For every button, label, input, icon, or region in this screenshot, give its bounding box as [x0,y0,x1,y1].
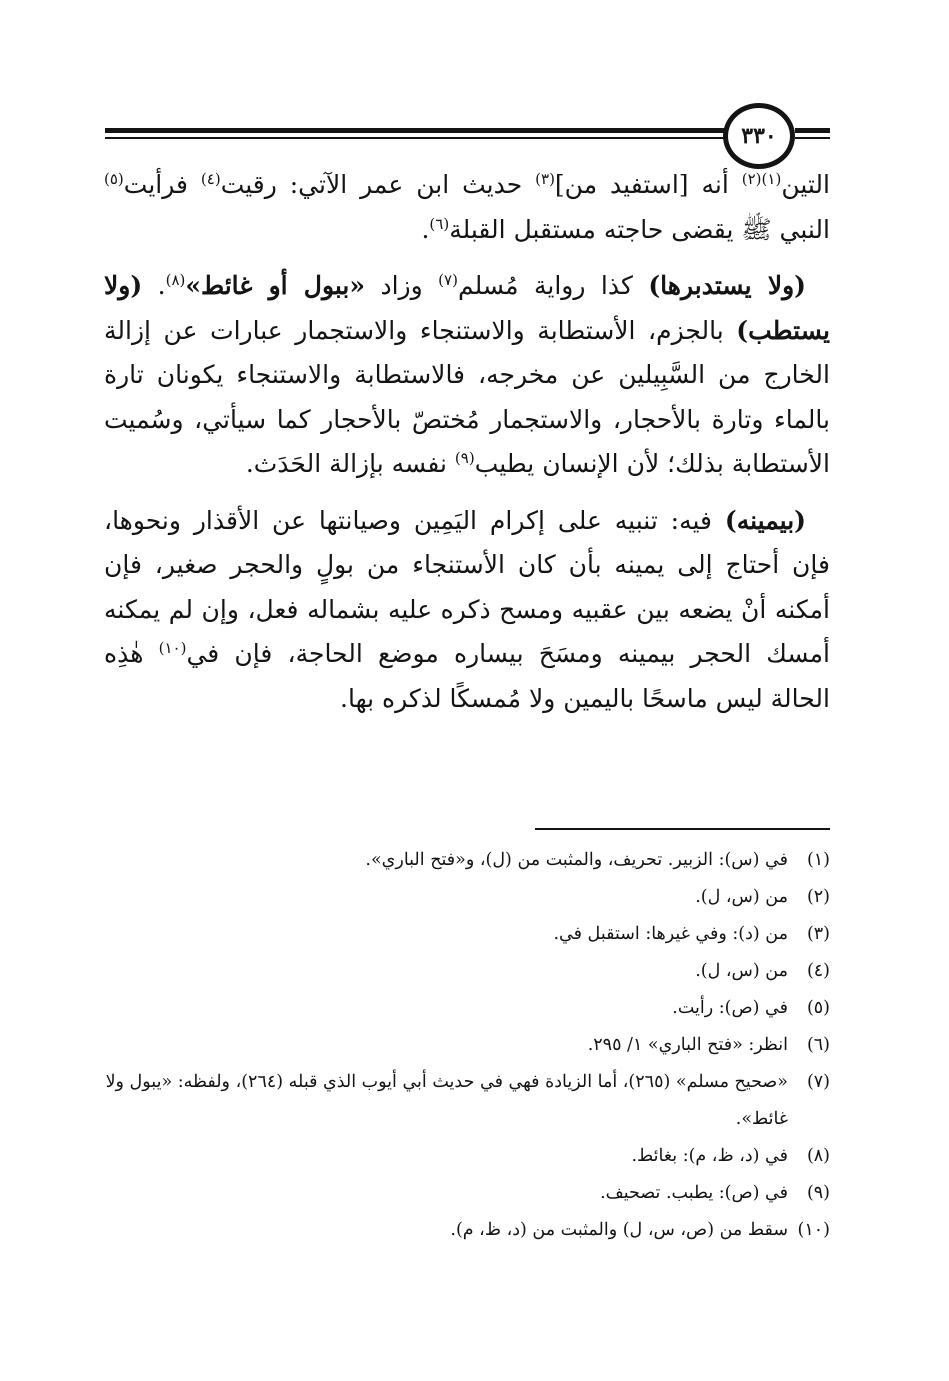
footnote [104,990,830,1027]
footnote-ref[interactable]: (٣) [535,170,555,188]
paragraph-3 [104,499,830,722]
bold-term: (ولا يستدبرها) [648,271,807,300]
page-number: ٣٣٠ [723,103,795,169]
footnote-number: (٩) [806,1183,830,1203]
text: . [421,214,430,244]
text: وزاد [365,271,439,300]
text: فرأيت [123,170,201,199]
bold-term: (ولا يستطب) [104,271,830,345]
footnote-number: (٧) [806,1072,830,1092]
footnote-ref[interactable]: (١)(٢) [741,170,782,188]
header-rule-thin [105,137,725,139]
header-rule-right-thin [795,137,830,139]
header-rule-thick [105,128,725,133]
bold-term: «ببول أو غائط» [185,271,366,300]
text: أنه [استفيد من] [554,170,742,199]
footnote-number: (٥) [806,998,830,1018]
footnote [104,1175,830,1212]
text: بالجزم، الأستطابة والاستنجاء والاستجمار عبارات عن إزالة الخارج من السَّبِيلين عن مخرجه، فالاستطابة والاستنجاء يكونان تارة بالماء وتارة بالأحجار، والاستجمار مُختصّ بالأحجار كما سيأتي، وسُميت الأستطابة بذلك؛ لأن الإنسان يطيب [104,315,830,478]
footnote-number: (٢) [806,887,830,907]
footnote [104,1064,830,1138]
text: . [142,271,166,300]
main-text [104,163,830,733]
page-header [105,97,830,167]
text: حديث ابن عمر الآتي: رقيت [220,170,536,199]
footnote-ref[interactable]: (٦) [429,214,450,233]
footnote-text: في (د، ظ، م): بغائط. [631,1146,788,1166]
paragraph-1 [104,163,830,252]
footnote-ref[interactable]: (٨) [165,271,186,289]
footnote-number: (٣) [806,924,830,944]
footnote [104,1027,830,1064]
footnote-text: في (ص): يطبب. تصحيف. [600,1183,788,1203]
footnote-ref[interactable]: (٤) [200,170,221,188]
footnote-ref[interactable]: (٥) [104,170,124,188]
footnote-text: سقط من (ص، س، ل) والمثبت من (د، ظ، م). [450,1220,788,1240]
footnote-ref[interactable]: (١٠) [158,639,187,657]
text: هٰذِه الحالة ليس ماسحًا باليمين ولا مُمسكًا لذكره بها. [104,639,830,713]
bold-term: (بيمينه) [724,505,806,535]
header-rule-right-thick [795,128,830,133]
footnote-text: من (س، ل). [695,961,788,981]
footnote-ref[interactable]: (٩) [454,449,475,467]
footnote-number: (١٠) [797,1220,830,1240]
text: كذا رواية مُسلم [457,271,649,300]
text: نفسه بإزالة الحَدَث. [245,449,455,478]
footnote-text: «صحيح مسلم» (٢٦٥)، أما الزيادة فهي في حديث أبي أيوب الذي قبله (٢٦٤)، ولفظه: «يبول ولا غائط». [105,1072,788,1129]
footnote-number: (١) [806,850,830,870]
footnote-separator [535,828,830,830]
footnote-text: في (س): الزبير. تحريف، والمثبت من (ل)، و«فتح الباري». [365,850,788,870]
footnote-number: (٤) [806,961,830,981]
footnote-number: (٨) [806,1146,830,1166]
footnote-ref[interactable]: (٧) [438,271,458,289]
footnote [104,1212,830,1249]
footnote [104,916,830,953]
footnote-text: من (د): وفي غيرها: استقبل في. [553,924,788,944]
footnotes [104,842,830,1249]
text: فيه: تنبيه على إكرام اليَمِين وصيانتها عن الأقذار ونحوها، فإن أحتاج إلى يمينه بأن كان الأستنجاء من بولٍ والحجر صغير، فإن أمكنه أنْ يضعه بين عقبيه ومسح ذكره عليه بشماله فعل، وإن لم يمكنه أمسك الحجر بيمينه ومسَحَ بيساره موضع الحاجة، فإن في [104,505,830,668]
text: التين [781,170,830,199]
footnote [104,842,830,879]
footnote-text: في (ص): رأيت. [672,998,788,1018]
text: النبي ﷺ يقضى حاجته مستقبل القبلة [449,214,830,244]
footnote [104,953,830,990]
footnote-text: انظر: «فتح الباري» ١/ ٢٩٥. [587,1035,788,1055]
footnote-number: (٦) [806,1035,830,1055]
paragraph-2 [104,264,830,487]
footnote [104,1138,830,1175]
footnote-text: من (س، ل). [695,887,788,907]
footnote [104,879,830,916]
